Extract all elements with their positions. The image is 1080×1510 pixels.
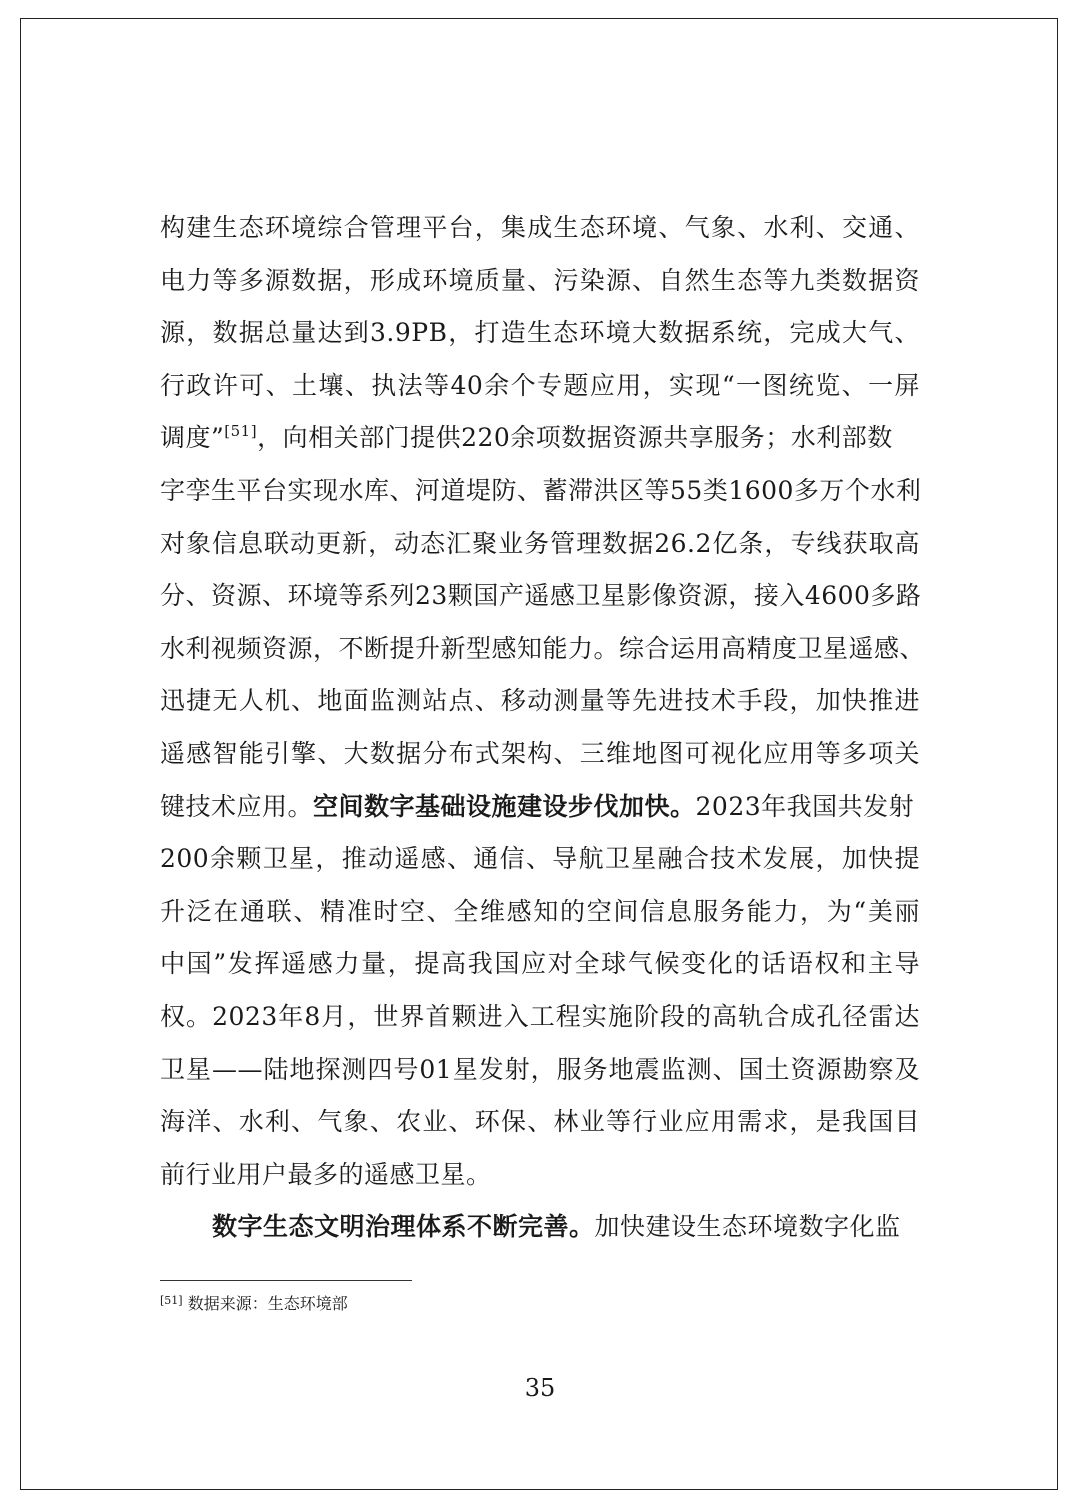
body-line-9: 水利视频资源，不断提升新型感知能力。综合运用高精度卫星遥感、 <box>160 633 926 663</box>
footnote-reference[interactable]: [51] <box>224 422 258 441</box>
body-line-14: 升泛在通联、精准时空、全维感知的空间信息服务能力，为“美丽 <box>160 896 920 926</box>
body-line-8: 分、资源、环境等系列23颗国产遥感卫星影像资源，接入4600多路 <box>160 581 922 611</box>
footnote-separator <box>160 1280 412 1281</box>
body-line-5 <box>160 412 920 465</box>
body-line-4: 行政许可、土壤、执法等40余个专题应用，实现“一图统览、一屏 <box>160 370 920 400</box>
body-line-13: 200余颗卫星，推动遥感、通信、导航卫星融合技术发展，加快提 <box>160 844 920 874</box>
body-line-1: 构建生态环境综合管理平台，集成生态环境、气象、水利、交通、 <box>160 213 920 242</box>
footnote-marker: [51] <box>160 1294 183 1307</box>
body-line-19: 前行业用户最多的遥感卫星。 <box>160 1159 492 1189</box>
body-line-7: 对象信息联动更新，动态汇聚业务管理数据26.2亿条，专线获取高 <box>160 528 920 558</box>
body-line-12-start: 键技术应用。 <box>160 791 314 821</box>
body-line-11: 遥感智能引擎、大数据分布式架构、三维地图可视化应用等多项关 <box>160 738 920 768</box>
body-line-18: 海洋、水利、气象、农业、环保、林业等行业应用需求，是我国目 <box>160 1107 920 1137</box>
body-line-6: 字孪生平台实现水库、河道堤防、蓄滞洪区等55类1600多万个水利 <box>160 475 922 505</box>
body-line-10: 迅捷无人机、地面监测站点、移动测量等先进技术手段，加快推进 <box>160 686 920 716</box>
body-line-15: 中国”发挥遥感力量，提高我国应对全球气候变化的话语权和主导 <box>160 949 920 979</box>
body-line-16: 权。2023年8月，世界首颗进入工程实施阶段的高轨合成孔径雷达 <box>160 1001 920 1031</box>
body-line-17: 卫星——陆地探测四号01星发射，服务地震监测、国土资源勘察及 <box>160 1054 920 1084</box>
body-line-5-start: 调度” <box>160 423 225 453</box>
body-line-2: 电力等多源数据，形成环境质量、污染源、自然生态等九类数据资 <box>160 265 920 295</box>
body-line-20 <box>160 1201 920 1254</box>
footnote-text: 数据来源：生态环境部 <box>187 1294 348 1313</box>
page-number: 35 <box>524 1374 556 1402</box>
body-line-3: 源，数据总量达到3.9PB，打造生态环境大数据系统，完成大气、 <box>160 318 920 348</box>
body-line-12 <box>160 781 920 834</box>
body-line-12-rest: 2023年我国共发射 <box>695 791 915 821</box>
footnote <box>160 1292 348 1316</box>
body-line-20-rest: 加快建设生态环境数字化监 <box>594 1212 901 1242</box>
body-text <box>160 202 926 1254</box>
section-heading-space-infrastructure: 空间数字基础设施建设步伐加快。 <box>313 791 696 821</box>
section-heading-governance: 数字生态文明治理体系不断完善。 <box>212 1212 595 1242</box>
body-line-5-rest: ，向相关部门提供220余项数据资源共享服务；水利部数 <box>257 423 893 453</box>
